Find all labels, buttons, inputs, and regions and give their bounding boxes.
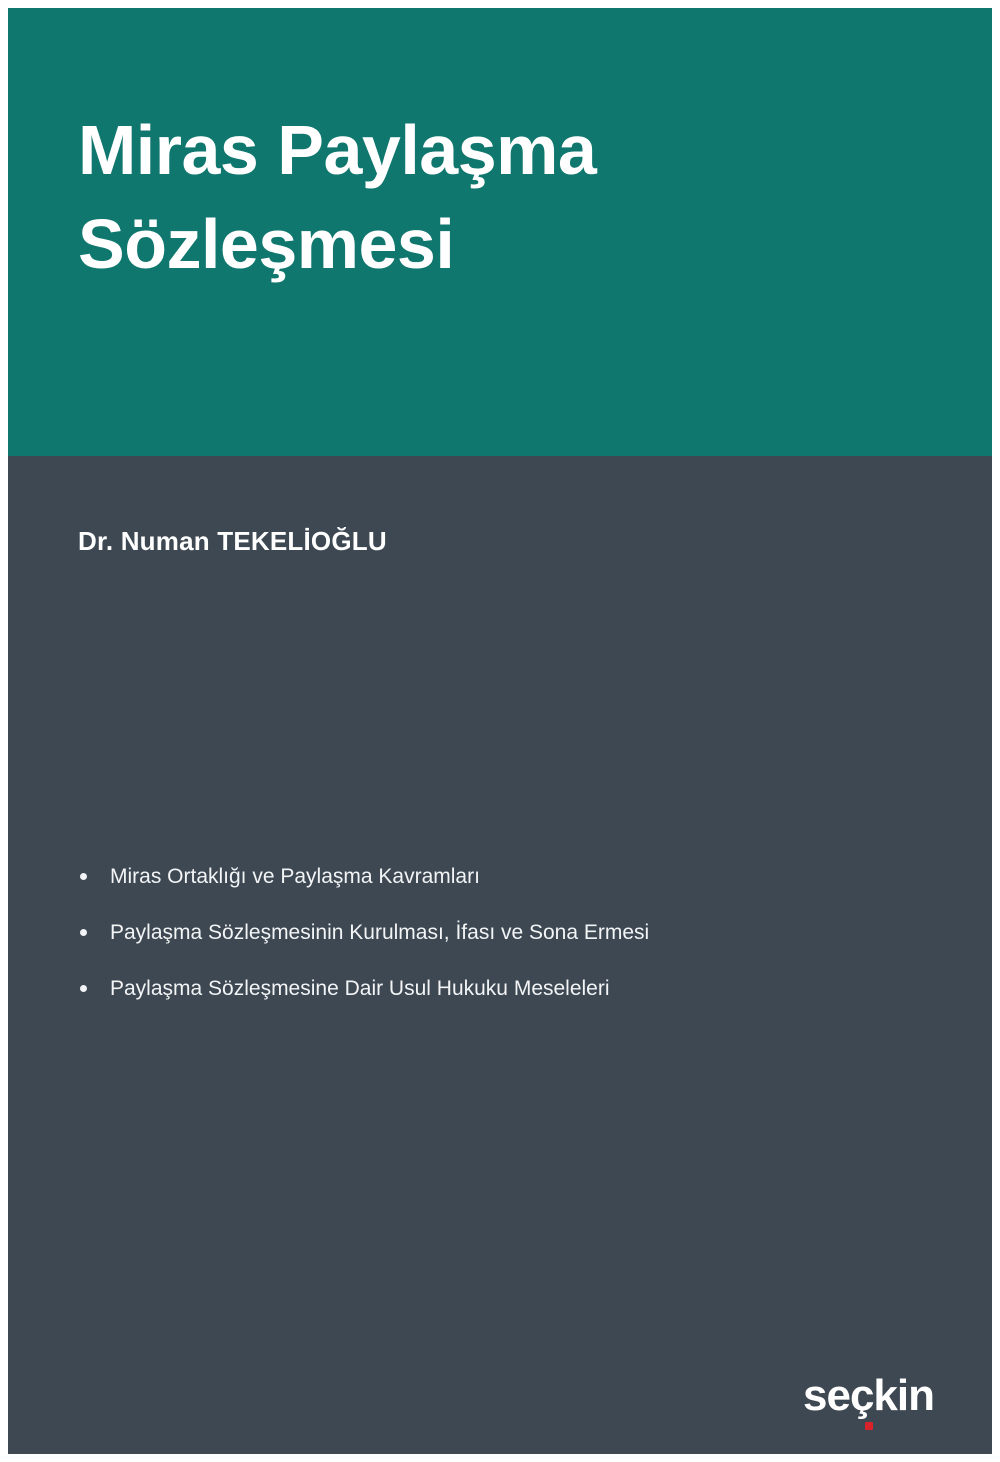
list-item (78, 864, 932, 889)
cover-body (8, 456, 992, 1454)
publisher-name: seçkin (803, 1371, 934, 1420)
cover-page (8, 8, 992, 1454)
publisher-logo (803, 1371, 934, 1420)
list-item-label: Miras Ortaklığı ve Paylaşma Kavramları (110, 865, 480, 888)
bullet-dot-icon (80, 929, 87, 936)
highlights-list (78, 864, 932, 1033)
list-item-label: Paylaşma Sözleşmesine Dair Usul Hukuku Meseleleri (110, 977, 610, 1001)
list-item-label: Paylaşma Sözleşmesinin Kurulması, İfası ve Sona Ermesi (110, 921, 650, 945)
publisher-mark-icon (865, 1422, 873, 1430)
author-name (78, 526, 387, 557)
author-full-name: Dr. Numan TEKELİOĞLU (78, 526, 387, 556)
list-item (78, 976, 932, 1001)
title-band (8, 8, 992, 456)
bullet-dot-icon (80, 873, 87, 880)
bullet-dot-icon (80, 985, 87, 992)
list-item (78, 920, 932, 945)
page-title: Miras Paylaşma Sözleşmesi (78, 111, 597, 283)
title-block (78, 104, 932, 292)
